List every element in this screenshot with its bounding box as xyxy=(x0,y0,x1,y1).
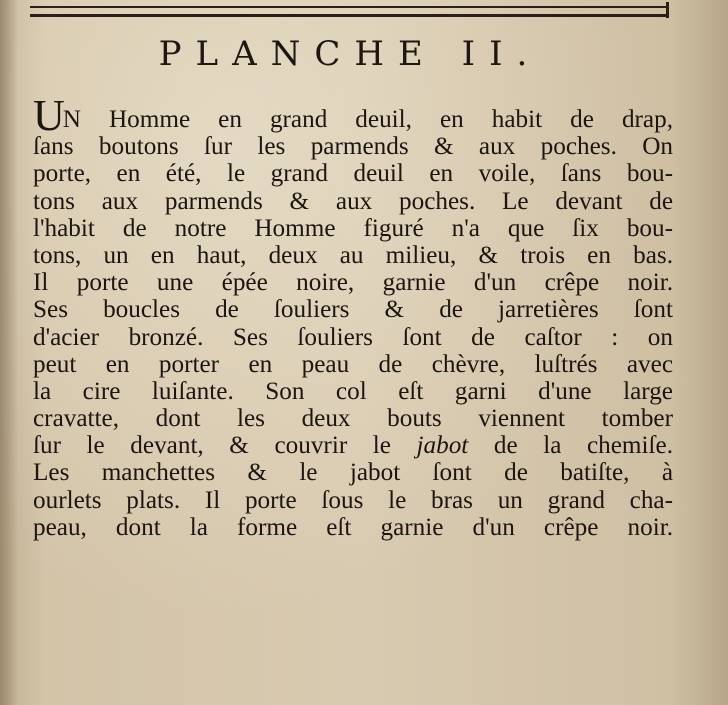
text-line-13 xyxy=(33,432,673,459)
text-line-1 xyxy=(33,91,673,140)
text-line-11: la cire luiſante. Son col eſt garni d'une large xyxy=(33,377,673,405)
page-gutter-shadow xyxy=(0,0,18,705)
text-line-9: d'acier bronzé. Ses ſouliers ſont de caſtor : on xyxy=(33,323,673,351)
text-line-14: Les manchettes & le jabot ſont de batiſte, à xyxy=(33,459,673,487)
text-line-12: cravatte, dont les deux bouts viennent tomber xyxy=(33,405,673,433)
line-13-after: de la chemiſe. xyxy=(493,432,673,460)
line-13-before: ſur le devant, & couvrir le xyxy=(33,432,391,460)
text-line-2: ſans boutons ſur les parmends & aux poches. On xyxy=(33,133,673,161)
plate-title: PLANCHE II. xyxy=(158,34,542,74)
text-line-15: ourlets plats. Il porte ſous le bras un grand cha- xyxy=(33,486,673,514)
text-line-16: peau, dont la forme eſt garnie d'un crêpe noir. xyxy=(33,513,673,541)
text-line-6: tons, un en haut, deux au milieu, & trois en bas. xyxy=(33,241,673,269)
text-line-4: tons aux parmends & aux poches. Le devant de xyxy=(33,187,673,215)
line-1-text: N Homme en grand deuil, en habit de drap, xyxy=(62,106,673,133)
text-line-7: Il porte une épée noire, garnie d'un crêpe noir. xyxy=(33,269,673,297)
plate-description xyxy=(33,91,673,541)
italic-word-jabot: jabot xyxy=(416,432,469,460)
text-line-10: peut en porter en peau de chèvre, luſtrés avec xyxy=(33,350,673,378)
text-line-5: l'habit de notre Homme figuré n'a que ſix bou- xyxy=(33,214,673,242)
text-line-3: porte, en été, le grand deuil en voile, ſans bou- xyxy=(33,160,673,188)
text-line-8: Ses boucles de ſouliers & de jarretières ſont xyxy=(33,296,673,324)
header-rule-cap xyxy=(666,2,669,18)
header-rule-thin xyxy=(30,6,668,8)
drop-cap: U xyxy=(33,91,63,140)
header-rule-thick xyxy=(30,14,668,17)
